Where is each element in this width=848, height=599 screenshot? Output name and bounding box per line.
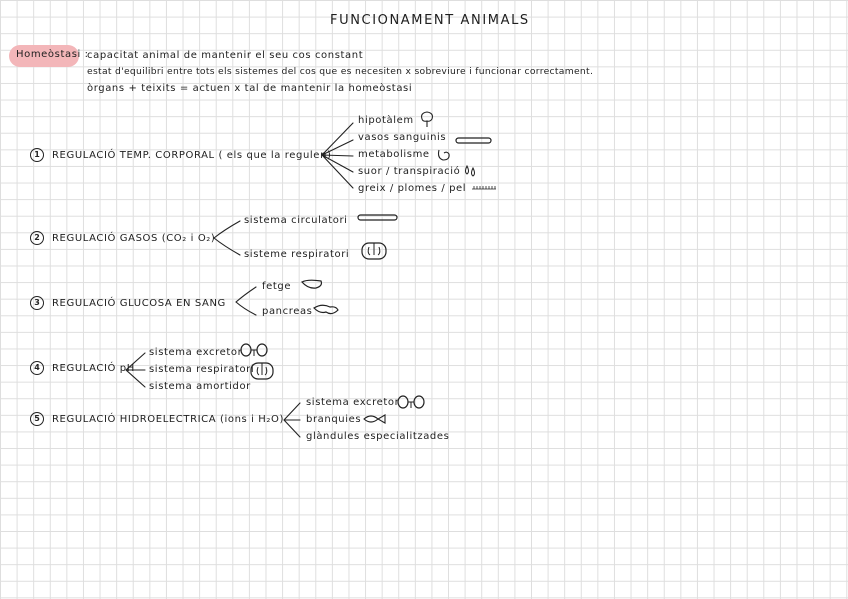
section-2-title: REGULACIÓ GASOS (CO₂ i O₂) (52, 233, 216, 244)
section-4-number: 4 (30, 361, 44, 375)
section-5-branch-3: glàndules especialitzades (306, 431, 450, 442)
section-2-branch-1: sistema circulatori (244, 215, 348, 226)
intro-line-1: capacitat animal de mantenir el seu cos constant (87, 50, 364, 61)
section-4-branch-1: sistema excretor (149, 347, 243, 358)
section-4-branch-2: sistema respiratori (149, 364, 255, 375)
stomach-icon (436, 147, 452, 163)
lungs-icon (359, 241, 389, 261)
section-5-branch-1: sistema excretor (306, 397, 400, 408)
intro-line-2: estat d'equilibri entre tots els sistemes del cos que es necesiten x sobreviure i funcionar correctament. (87, 66, 594, 77)
section-5-title: REGULACIÓ HIDROELECTRICA (ions i H₂O) (52, 414, 284, 425)
vessel-icon (455, 136, 493, 146)
section-3-branch-2: pancreas (262, 306, 313, 317)
pancreas-icon (312, 302, 340, 318)
section-2-branch-2: sisteme respiratori (244, 249, 350, 260)
term-homeostasi: Homeòstasi : (16, 49, 89, 60)
section-5-number: 5 (30, 412, 44, 426)
kidneys-icon (239, 342, 269, 358)
lungs-icon (249, 361, 275, 381)
page-title: FUNCIONAMENT ANIMALS (330, 13, 530, 28)
sweat-drops-icon (463, 164, 477, 178)
section-1-branch-1: hipotàlem (358, 115, 414, 126)
section-1-branch-5: greix / plomes / pel (358, 183, 467, 194)
intro-line-3: òrgans + teixits = actuen x tal de mantenir la homeòstasi (87, 83, 413, 94)
section-5-branch-2: branquies (306, 414, 362, 425)
kidneys-icon (396, 394, 426, 410)
liver-icon (300, 278, 324, 292)
section-4-branch-3: sistema amortidor (149, 381, 251, 392)
section-1-branch-3: metabolisme (358, 149, 430, 160)
section-1-title: REGULACIÓ TEMP. CORPORAL ( els que la regulen) (52, 150, 332, 161)
section-4-title: REGULACIÓ pH (52, 363, 135, 374)
section-1-branch-2: vasos sanguinis (358, 132, 447, 143)
fish-icon (362, 413, 388, 425)
section-3-title: REGULACIÓ GLUCOSA EN SANG (52, 298, 226, 309)
brain-icon (418, 110, 436, 128)
section-1-branch-4: suor / transpiració (358, 166, 461, 177)
vessel-icon (357, 213, 399, 223)
hair-icon (471, 183, 497, 191)
section-1-number: 1 (30, 148, 44, 162)
section-3-number: 3 (30, 296, 44, 310)
section-2-number: 2 (30, 231, 44, 245)
section-3-branch-1: fetge (262, 281, 292, 292)
